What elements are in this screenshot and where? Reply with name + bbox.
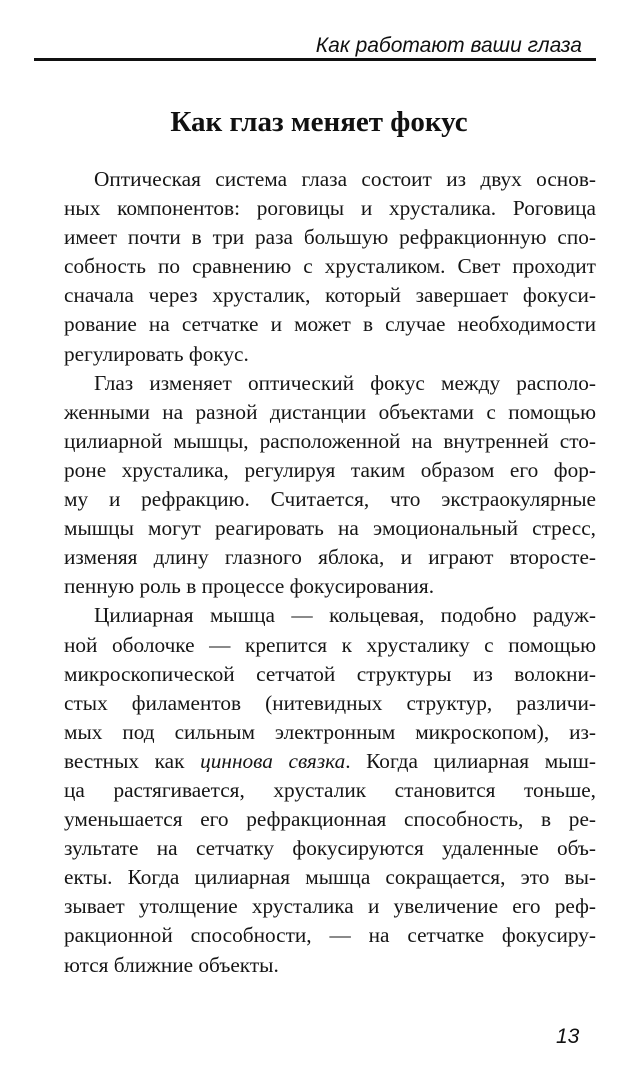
- text-line: регулировать фокус.: [64, 341, 249, 366]
- text-line: ются ближние объекты.: [64, 952, 279, 977]
- body-text: [34, 165, 596, 980]
- text-line: мышцы могут реагировать на эмоциональный стресс,: [64, 516, 596, 541]
- text-line: ных компонентов: роговицы и хрусталика. Роговица: [64, 196, 596, 221]
- text-line: Глаз изменяет оптический фокус между располо-: [94, 370, 596, 395]
- text-line: микроскопической сетчатой структуры из волокни-: [64, 661, 596, 686]
- italic-term: циннова связка: [200, 748, 346, 773]
- paragraph-2: [34, 369, 596, 602]
- text-line: рование на сетчатке и может в случае необходимости: [64, 312, 596, 337]
- running-head: [34, 30, 596, 60]
- text-line: пенную роль в процессе фокусирования.: [64, 574, 435, 599]
- text-line: собность по сравнению с хрусталиком. Свет проходит: [64, 254, 596, 279]
- text-line-mixed: [34, 747, 596, 776]
- text-line: цилиарной мышцы, расположенной на внутренней сто-: [64, 428, 596, 453]
- text-line: Оптическая система глаза состоит из двух основ-: [94, 167, 596, 191]
- text-line: изменяя длину глазного яблока, и играют второсте-: [64, 545, 596, 570]
- page-number: 13: [556, 1025, 580, 1048]
- text-line: уменьшается его рефракционная способность, в ре-: [64, 807, 596, 832]
- paragraph-1: [34, 165, 596, 369]
- text-line: имеет почти в три раза большую рефракционную спо-: [64, 225, 596, 250]
- text-line: зывает утолщение хрусталика и увеличение его реф-: [64, 894, 596, 919]
- text-segment: . Когда цилиарная мыш-: [345, 748, 596, 773]
- text-line: ракционной способности, — на сетчатке фокусиру-: [64, 923, 596, 948]
- text-line: ной оболочке — крепится к хрусталику с помощью: [64, 632, 596, 657]
- text-line: му и рефракцию. Считается, что экстраокулярные: [64, 487, 596, 512]
- text-line: сначала через хрусталик, который завершает фокуси-: [64, 283, 596, 308]
- chapter-title: Как глаз меняет фокус: [170, 106, 468, 138]
- running-title: Как работают ваши глаза: [315, 34, 582, 57]
- header-rule: [34, 58, 596, 61]
- text-line: стых филаментов (нитевидных структур, различи-: [64, 690, 596, 715]
- text-line: ца растягивается, хрусталик становится тоньше,: [64, 777, 596, 802]
- text-line: мых под сильным электронным микроскопом), из-: [64, 719, 596, 744]
- text-segment: вестных как: [64, 748, 201, 773]
- text-line: Цилиарная мышца — кольцевая, подобно радуж-: [94, 603, 596, 628]
- text-line: женными на разной дистанции объектами с помощью: [64, 399, 596, 424]
- paragraph-3: [34, 601, 596, 979]
- text-line: роне хрусталика, регулируя таким образом его фор-: [64, 457, 596, 482]
- text-line: зультате на сетчатку фокусируются удаленные объ-: [64, 836, 596, 861]
- text-line: екты. Когда цилиарная мышца сокращается, это вы-: [64, 865, 596, 890]
